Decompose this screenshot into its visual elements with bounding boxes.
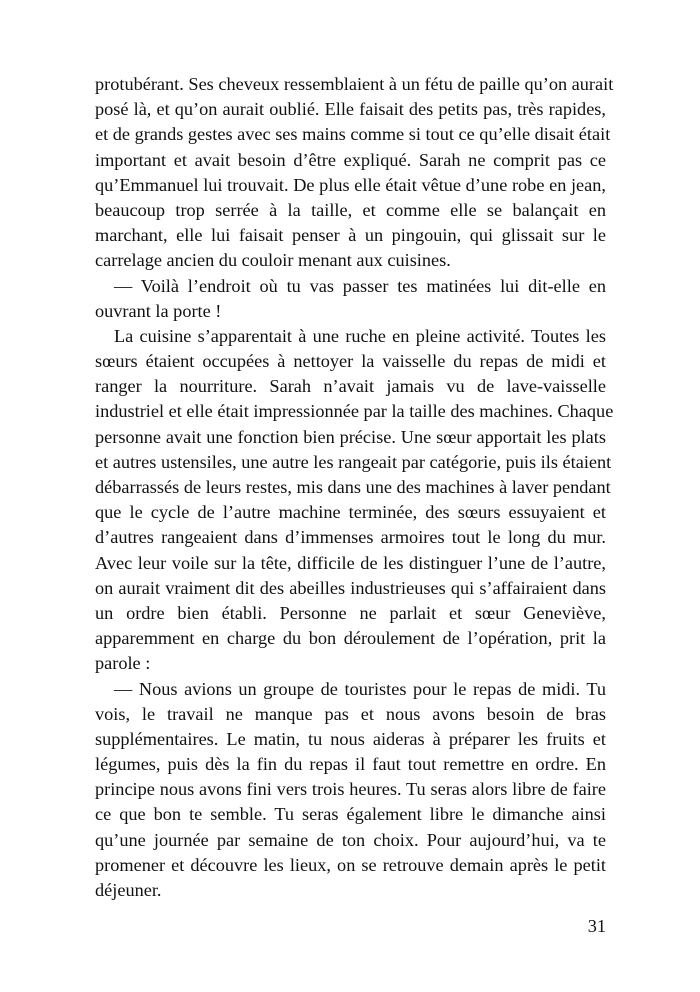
text-line: ouvrant la porte ! bbox=[95, 300, 222, 321]
text-line: carrelage ancien du couloir menant aux cuisines. bbox=[95, 250, 451, 271]
text-line: parole : bbox=[95, 653, 151, 674]
text-line: vois, le travail ne manque pas et nous avons besoin de bras bbox=[95, 703, 606, 724]
text-line: beaucoup trop serrée à la taille, et comme elle se balançait en bbox=[95, 199, 606, 220]
text-line: qu’Emmanuel lui trouvait. De plus elle était vêtue d’une robe en jean, bbox=[95, 174, 606, 195]
paragraph bbox=[95, 677, 606, 904]
page-number: 31 bbox=[587, 916, 606, 936]
text-line: ranger la nourriture. Sarah n’avait jamais vu de lave-vaisselle bbox=[95, 376, 606, 397]
text-line: déjeuner. bbox=[95, 880, 162, 900]
text-line: — Nous avions un groupe de touristes pour le repas de midi. Tu bbox=[114, 678, 606, 699]
paragraph bbox=[95, 274, 606, 324]
text-line: supplémentaires. Le matin, tu nous aideras à préparer les fruits et bbox=[95, 728, 606, 749]
text-line: apparemment en charge du bon déroulement de l’opération, prit la bbox=[95, 628, 606, 649]
text-line: principe nous avons fini vers trois heures. Tu seras alors libre de faire bbox=[95, 779, 606, 800]
paragraph bbox=[95, 72, 614, 274]
text-line: ce que bon te semble. Tu seras également libre le dimanche ainsi bbox=[95, 804, 606, 825]
text-line: marchant, elle lui faisait penser à un pingouin, qui glissait sur le bbox=[95, 225, 606, 246]
text-line: un ordre bien établi. Personne ne parlait et sœur Geneviève, bbox=[95, 602, 606, 623]
text-line: légumes, puis dès la fin du repas il faut tout remettre en ordre. En bbox=[95, 754, 606, 775]
text-line: qu’une journée par semaine de ton choix. Pour aujourd’hui, va te bbox=[95, 829, 606, 850]
text-line: d’autres rangeaient dans d’immenses armoires tout le long du mur. bbox=[95, 527, 606, 548]
text-line: débarrassés de leurs restes, mis dans une des machines à laver pendant bbox=[95, 477, 611, 497]
text-line: La cuisine s’apparentait à une ruche en pleine activité. Toutes les bbox=[114, 325, 606, 346]
page-body bbox=[95, 72, 614, 903]
text-line: — Voilà l’endroit où tu vas passer tes matinées lui dit-elle en bbox=[114, 275, 606, 296]
text-line: et autres ustensiles, une autre les rangeait par catégorie, puis ils étaient bbox=[95, 451, 612, 472]
text-line: sœurs étaient occupées à nettoyer la vaisselle du repas de midi et bbox=[95, 351, 606, 372]
text-line: que le cycle de l’autre machine terminée, des sœurs essuyaient et bbox=[95, 502, 606, 523]
text-line: important et avait besoin d’être expliqué. Sarah ne comprit pas ce bbox=[95, 149, 606, 170]
text-line: Avec leur voile sur la tête, difficile de les distinguer l’une de l’autre, bbox=[95, 552, 606, 573]
text-line: industriel et elle était impressionnée par la taille des machines. Chaque bbox=[95, 401, 614, 422]
text-line: et de grands gestes avec ses mains comme si tout ce qu’elle disait était bbox=[95, 124, 611, 145]
text-line: protubérant. Ses cheveux ressemblaient à un fétu de paille qu’on aurait bbox=[95, 74, 614, 94]
text-line: on aurait vraiment dit des abeilles industrieuses qui s’affairaient dans bbox=[95, 577, 606, 598]
text-line: posé là, et qu’on aurait oublié. Elle faisait des petits pas, très rapides, bbox=[95, 99, 606, 120]
paragraph bbox=[95, 324, 614, 677]
text-line: promener et découvre les lieux, on se retrouve demain après le petit bbox=[95, 854, 606, 875]
text-line: personne avait une fonction bien précise. Une sœur apportait les plats bbox=[95, 426, 606, 447]
